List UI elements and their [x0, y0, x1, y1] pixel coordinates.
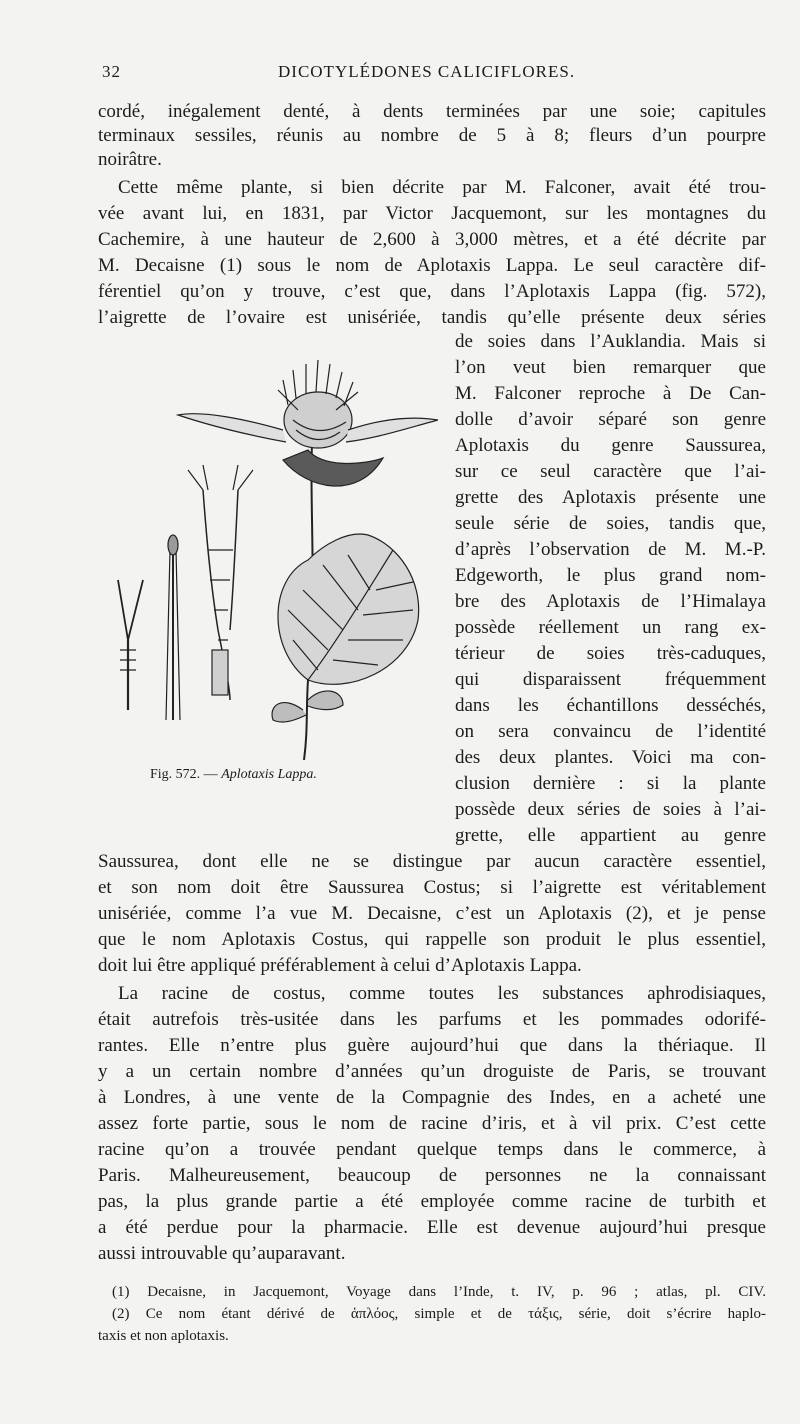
- page-number: 32: [102, 62, 121, 81]
- text-line: des deux plantes. Voici ma con-: [455, 747, 766, 768]
- text-line: grette, elle appartient au genre: [455, 825, 766, 846]
- figure-caption-name: Aplotaxis Lappa.: [221, 767, 317, 782]
- text-line: l’aigrette de l’ovaire est unisériée, tandis qu’elle présente deux séries: [98, 307, 766, 328]
- text-line: dolle d’avoir séparé son genre: [455, 409, 766, 430]
- text-line: a été perdue pour la pharmacie. Elle est devenue aujourd’hui presque: [98, 1217, 766, 1238]
- text-line: racine qu’on a trouvée pendant quelque temps dans le commerce, à: [98, 1139, 766, 1160]
- text-line: bre des Aplotaxis de l’Himalaya: [455, 591, 766, 612]
- text-line: Edgeworth, le plus grand nom-: [455, 565, 766, 586]
- text-line: cordé, inégalement denté, à dents terminées par une soie; capitules: [98, 101, 766, 122]
- text-line: et son nom doit être Saussurea Costus; si l’aigrette est véritablement: [98, 877, 766, 898]
- text-line: d’après l’observation de M. M.-P.: [455, 539, 766, 560]
- pistil-detail-icon: [118, 580, 143, 710]
- text-line: Paris. Malheureusement, beaucoup de personnes ne la connaissant: [98, 1165, 766, 1186]
- text-line: doit lui être appliqué préférablement à celui d’Aplotaxis Lappa.: [98, 955, 582, 976]
- flower-head-icon: [278, 360, 358, 448]
- text-line: férentiel qu’on y trouve, c’est que, dans l’Aplotaxis Lappa (fig. 572),: [98, 281, 766, 302]
- text-line: à Londres, à une vente de la Compagnie des Indes, en a acheté une: [98, 1087, 766, 1108]
- text-line: M. Decaisne (1) sous le nom de Aplotaxis Lappa. Le seul caractère dif-: [98, 255, 766, 276]
- text-line: Saussurea, dont elle ne se distingue par aucun caractère essentiel,: [98, 851, 766, 872]
- footnote: taxis et non aplotaxis.: [98, 1328, 229, 1344]
- text-line: qui disparaissent fréquemment: [455, 669, 766, 690]
- running-title: DICOTYLÉDONES CALICIFLORES.: [278, 62, 576, 81]
- text-line: l’on veut bien remarquer que: [455, 357, 766, 378]
- text-line: grette des Aplotaxis présente une: [455, 487, 766, 508]
- text-line: Aplotaxis du genre Saussurea,: [455, 435, 766, 456]
- text-line: La racine de costus, comme toutes les substances aphrodisiaques,: [118, 983, 766, 1004]
- text-line: terminaux sessiles, réunis au nombre de 5 à 8; fleurs d’un pourpre: [98, 125, 766, 146]
- text-line: Cette même plante, si bien décrite par M. Falconer, avait été trou-: [118, 177, 766, 198]
- stamen-detail-icon: [166, 535, 180, 720]
- text-line: possède deux séries de soies à l’ai-: [455, 799, 766, 820]
- text-line: sur ce seul caractère que l’ai-: [455, 461, 766, 482]
- text-line: dans les échantillons desséchés,: [455, 695, 766, 716]
- text-line: assez forte partie, sous le nom de racine d’iris, et à vil prix. C’est cette: [98, 1113, 766, 1134]
- text-line: que le nom Aplotaxis Costus, qui rappelle son produit le plus essentiel,: [98, 929, 766, 950]
- plant-illustration: [108, 350, 438, 770]
- text-line: possède réellement un rang ex-: [455, 617, 766, 638]
- text-line: vée avant lui, en 1831, par Victor Jacquemont, sur les montagnes du: [98, 203, 766, 224]
- text-line: M. Falconer reproche à De Can-: [455, 383, 766, 404]
- text-line: unisériée, comme l’a vue M. Decaisne, c’est un Aplotaxis (2), et je pense: [98, 903, 766, 924]
- text-line: on sera convaincu de l’identité: [455, 721, 766, 742]
- figure-caption-prefix: Fig. 572. —: [150, 767, 218, 782]
- text-line: y a un certain nombre d’années qu’un droguiste de Paris, se trouvant: [98, 1061, 766, 1082]
- text-line: Cachemire, à une hauteur de 2,600 à 3,000 mètres, et a été décrite par: [98, 229, 766, 250]
- text-line: seule série de soies, tandis que,: [455, 513, 766, 534]
- footnote: (1) Decaisne, in Jacquemont, Voyage dans l’Inde, t. IV, p. 96 ; atlas, pl. CIV.: [112, 1284, 766, 1300]
- text-line: noirâtre.: [98, 149, 162, 170]
- text-line: pas, la plus grande partie a été employée comme racine de turbith et: [98, 1191, 766, 1212]
- text-line: rantes. Elle n’entre plus guère aujourd’hui que dans la thériaque. Il: [98, 1035, 766, 1056]
- page-header: [92, 62, 772, 88]
- text-line: de soies dans l’Auklandia. Mais si: [455, 331, 766, 352]
- figure-caption: [150, 767, 317, 783]
- text-line: clusion dernière : si la plante: [455, 773, 766, 794]
- text-line: aussi introuvable qu’auparavant.: [98, 1243, 346, 1264]
- text-line: térieur de soies très-caduques,: [455, 643, 766, 664]
- footnote: (2) Ce nom étant dérivé de ἁπλόος, simple et de τάξις, série, doit s’écrire haplo-: [112, 1306, 766, 1322]
- floret-detail-icon: [188, 465, 253, 700]
- text-line: était autrefois très-usitée dans les parfums et les pommades odorifé-: [98, 1009, 766, 1030]
